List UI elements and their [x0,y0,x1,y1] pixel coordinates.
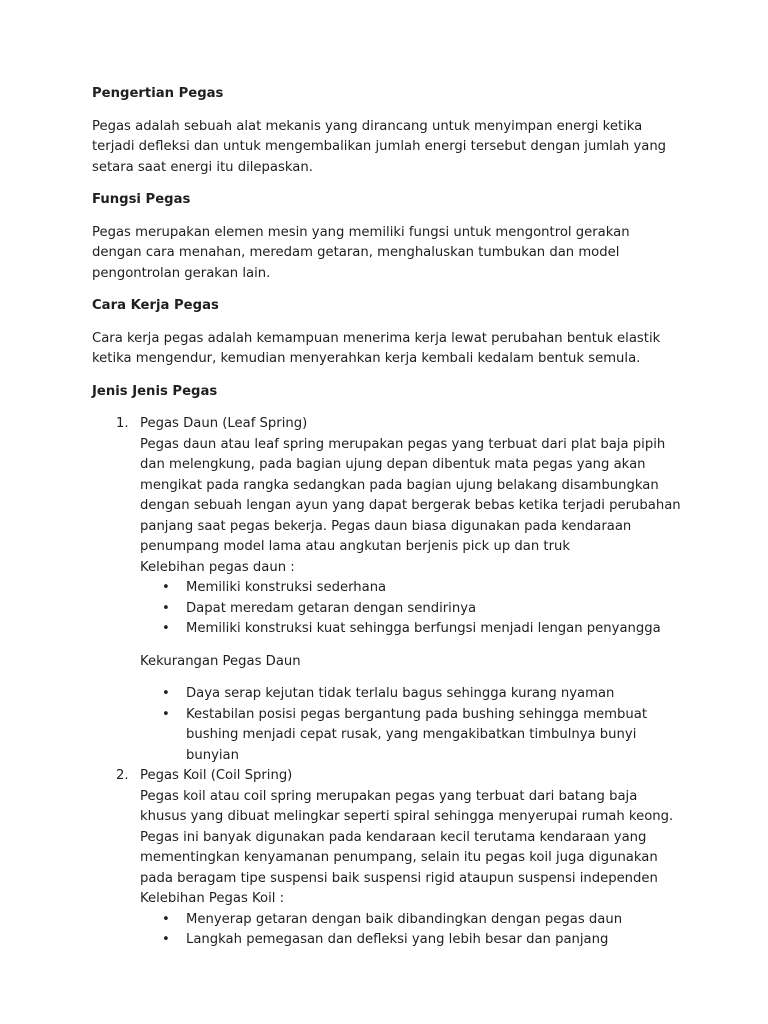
list-item-leaf-spring [92,414,682,766]
item-description: Pegas koil atau coil spring merupakan pegas yang terbuat dari batang baja khusus yang dibuat melingkar seperti spiral sehingga menyerupai rumah keong. Pegas ini banyak digunakan pada kendaraan kecil terutama kendaraan yang mementingkan kenyamanan penumpang, selain itu pegas koil juga digunakan pada beragam tipe suspensi baik suspensi rigid ataupun suspensi independen [140,788,674,886]
spacer [140,640,682,652]
advantages-label: Kelebihan Pegas Koil : [140,891,285,906]
spring-types-list [92,414,682,951]
section-pengertian [92,84,682,178]
bullet-icon: • [162,706,170,722]
list-item [140,619,682,640]
bullet-icon: • [162,686,170,701]
section-cara-kerja [92,296,682,370]
list-item-coil-spring [92,766,682,951]
list-item [140,705,682,767]
document-page [92,84,682,951]
bullet-icon: • [162,911,170,927]
section-heading: Cara Kerja Pegas [92,298,219,313]
advantages-list [140,910,682,951]
list-item [140,599,682,620]
list-item-text: Memiliki konstruksi kuat sehingga berfungsi menjadi lengan penyangga [186,621,661,636]
section-paragraph: Cara kerja pegas adalah kemampuan menerima kerja lewat perubahan bentuk elastik ketika mengendur, kemudian menyerahkan kerja kembali kedalam bentuk semula. [92,330,661,366]
advantages-list [140,578,682,640]
list-item [140,910,682,931]
disadvantages-label: Kekurangan Pegas Daun [140,653,301,669]
list-item [140,578,682,599]
bullet-icon: • [162,600,170,616]
section-jenis [92,382,682,951]
item-title: Pegas Daun (Leaf Spring) [140,416,308,431]
section-heading: Fungsi Pegas [92,192,191,207]
section-paragraph: Pegas adalah sebuah alat mekanis yang dirancang untuk menyimpan energi ketika terjadi defleksi dan untuk mengembalikan jumlah energi tersebut dengan jumlah yang setara saat energi itu dilepaskan. [92,118,667,175]
list-item-text: Memiliki konstruksi sederhana [186,580,387,595]
section-heading: Jenis Jenis Pegas [92,383,218,399]
section-heading: Pengertian Pegas [92,86,224,101]
list-item-text: Daya serap kejutan tidak terlalu bagus sehingga kurang nyaman [186,686,615,701]
list-number: 2. [116,768,129,783]
list-item-text: Dapat meredam getaran dengan sendirinya [186,600,477,616]
list-item [140,930,682,951]
list-number: 1. [116,416,129,431]
bullet-icon: • [162,580,170,595]
item-title: Pegas Koil (Coil Spring) [140,768,293,783]
list-item-text: Kestabilan posisi pegas bergantung pada bushing sehingga membuat bushing menjadi cepat rusak, yang mengakibatkan timbulnya bunyi bunyian [186,706,647,763]
item-description: Pegas daun atau leaf spring merupakan pegas yang terbuat dari plat baja pipih dan melengkung, pada bagian ujung depan dibentuk mata pegas yang akan mengikat pada rangka sedangkan pada bagian ujung belakang disambungkan dengan sebuah lengan ayun yang dapat bergerak bebas ketika terjadi perubahan panjang saat pegas bekerja. Pegas daun biasa digunakan pada kendaraan penumpang model lama atau angkutan berjenis pick up dan truk [140,436,681,554]
disadvantages-list [140,684,682,766]
list-item-text: Menyerap getaran dengan baik dibandingkan dengan pegas daun [186,911,623,927]
list-item [140,684,682,705]
bullet-icon: • [162,932,170,947]
bullet-icon: • [162,621,170,636]
spacer [140,672,682,684]
section-fungsi [92,190,682,284]
advantages-label: Kelebihan pegas daun : [140,559,295,575]
section-paragraph: Pegas merupakan elemen mesin yang memiliki fungsi untuk mengontrol gerakan dengan cara menahan, meredam getaran, menghaluskan tumbukan dan model pengontrolan gerakan lain. [92,224,630,281]
list-item-text: Langkah pemegasan dan defleksi yang lebih besar dan panjang [186,932,609,947]
